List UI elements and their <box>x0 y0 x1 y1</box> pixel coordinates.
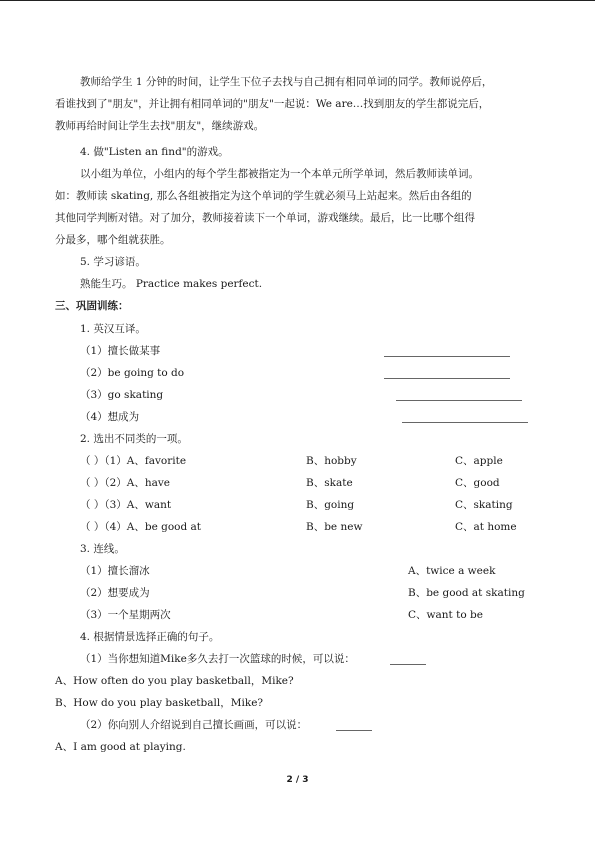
q2-option-c: C、at home <box>455 521 517 533</box>
q3-left-item: （3）一个星期两次 <box>80 609 171 621</box>
q3-left-item: （2）想要成为 <box>80 587 150 599</box>
q3-right-item: C、want to be <box>408 609 483 621</box>
step-4-title: 4. 做"Listen an find"的游戏。 <box>80 146 229 158</box>
question-1-title: 1. 英汉互译。 <box>80 323 146 335</box>
intro-line: 看谁找到了"朋友"，并让拥有相同单词的"朋友"一起说：We are…找到朋友的学生都说完后， <box>55 98 490 110</box>
q2-option-b: B、going <box>306 499 355 511</box>
answer-blank[interactable] <box>396 400 522 401</box>
q2-option-c: C、apple <box>455 455 503 467</box>
proverb: 熟能生巧。 Practice makes perfect. <box>80 278 263 290</box>
q1-item: （4）想成为 <box>80 411 140 423</box>
answer-blank[interactable] <box>384 378 510 379</box>
answer-blank[interactable] <box>390 664 426 665</box>
answer-blank[interactable] <box>336 730 372 731</box>
question-3-title: 3. 连线。 <box>80 543 125 555</box>
q2-option-a: （ ）（4）A、be good at <box>80 521 202 533</box>
q1-item: （2）be going to do <box>80 367 185 379</box>
q4-option: A、How often do you play basketball，Mike? <box>55 675 294 687</box>
q4-option: B、How do you play basketball，Mike? <box>55 697 264 709</box>
step-4-line: 如：教师读 skating, 那么各组被指定为这个单词的学生就必须马上站起来。然后由各组的 <box>55 190 472 202</box>
q3-right-item: B、be good at skating <box>408 587 525 599</box>
q2-option-b: B、be new <box>306 521 363 533</box>
q1-item: （1）擅长做某事 <box>80 345 161 357</box>
q2-option-b: B、skate <box>306 477 353 489</box>
step-5-title: 5. 学习谚语。 <box>80 256 146 268</box>
question-2-title: 2. 选出不同类的一项。 <box>80 433 188 445</box>
q2-option-a: （ ）（3）A、want <box>80 499 172 511</box>
section-heading: 三、巩固训练： <box>55 300 129 312</box>
q2-option-b: B、hobby <box>306 455 357 467</box>
page-number: 2 / 3 <box>286 775 309 785</box>
q2-option-a: （ ）（2）A、have <box>80 477 171 489</box>
q4-option: A、I am good at playing. <box>55 741 186 753</box>
question-4-title: 4. 根据情景选择正确的句子。 <box>80 631 220 643</box>
answer-blank[interactable] <box>402 422 528 423</box>
answer-blank[interactable] <box>384 356 510 357</box>
q4-prompt-1: （1）当你想知道Mike多久去打一次篮球的时候，可以说： <box>80 653 355 665</box>
q2-option-c: C、good <box>455 477 500 489</box>
q3-right-item: A、twice a week <box>408 565 496 577</box>
step-4-line: 其他同学判断对错。对了加分，教师接着读下一个单词，游戏继续。最后，比一比哪个组得 <box>55 212 475 224</box>
intro-line: 教师再给时间让学生去找"朋友"，继续游戏。 <box>55 120 265 132</box>
step-4-line: 分最多，哪个组就获胜。 <box>55 234 171 246</box>
step-4-line: 以小组为单位，小组内的每个学生都被指定为一个本单元所学单词，然后教师读单词。 <box>80 168 479 180</box>
intro-line: 教师给学生 1 分钟的时间，让学生下位子去找与自己拥有相同单词的同学。教师说停后， <box>80 76 493 88</box>
q4-prompt-2: （2）你向别人介绍说到自己擅长画画，可以说： <box>80 719 308 731</box>
q3-left-item: （1）擅长溜冰 <box>80 565 150 577</box>
q2-option-c: C、skating <box>455 499 513 511</box>
q2-option-a: （ ）（1）A、favorite <box>80 455 187 467</box>
q1-item: （3）go skating <box>80 389 164 401</box>
